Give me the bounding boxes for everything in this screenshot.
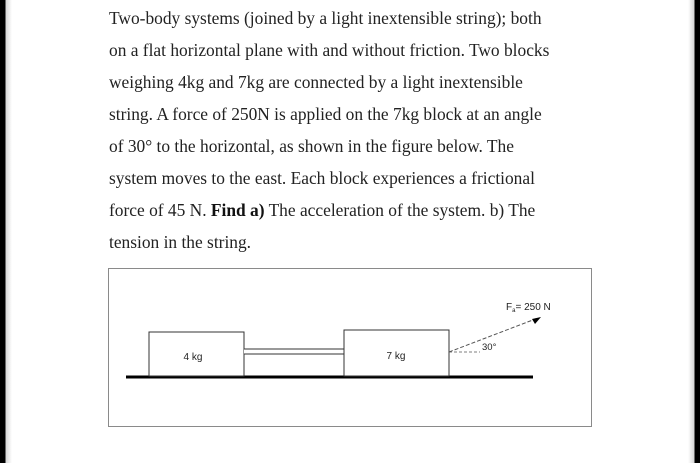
problem-line-8: tension in the string. [109, 232, 252, 252]
problem-line-7-start: force of 45 N. [109, 200, 211, 220]
right-page-edge [688, 0, 700, 463]
force-value: = 250 N [515, 302, 551, 313]
problem-line-7 [109, 194, 589, 226]
problem-line-1: Two-body systems (joined by a light inextensible string); both [109, 8, 542, 28]
problem-line-4: string. A force of 250N is applied on the 7kg block at an angle [109, 104, 542, 124]
angle-label: 30° [482, 342, 497, 353]
problem-line-7-end: The acceleration of the system. b) The [264, 200, 536, 220]
problem-statement [109, 2, 589, 258]
block-7kg-label: 7 kg [386, 351, 406, 362]
left-page-edge [0, 0, 12, 463]
problem-line-5: of 30° to the horizontal, as shown in the figure below. The [109, 136, 514, 156]
problem-line-3: weighing 4kg and 7kg are connected by a light inextensible [109, 72, 523, 92]
problem-line-2: on a flat horizontal plane with and without friction. Two blocks [109, 40, 550, 60]
problem-line-6: system moves to the east. Each block experiences a frictional [109, 168, 535, 188]
force-diagram [108, 268, 593, 433]
diagram-svg [108, 268, 593, 428]
block-4kg-label: 4 kg [183, 352, 203, 363]
string-body [244, 349, 344, 354]
force-symbol: F [506, 302, 513, 313]
find-label: Find a) [210, 200, 265, 220]
force-subscript: a [512, 308, 516, 314]
